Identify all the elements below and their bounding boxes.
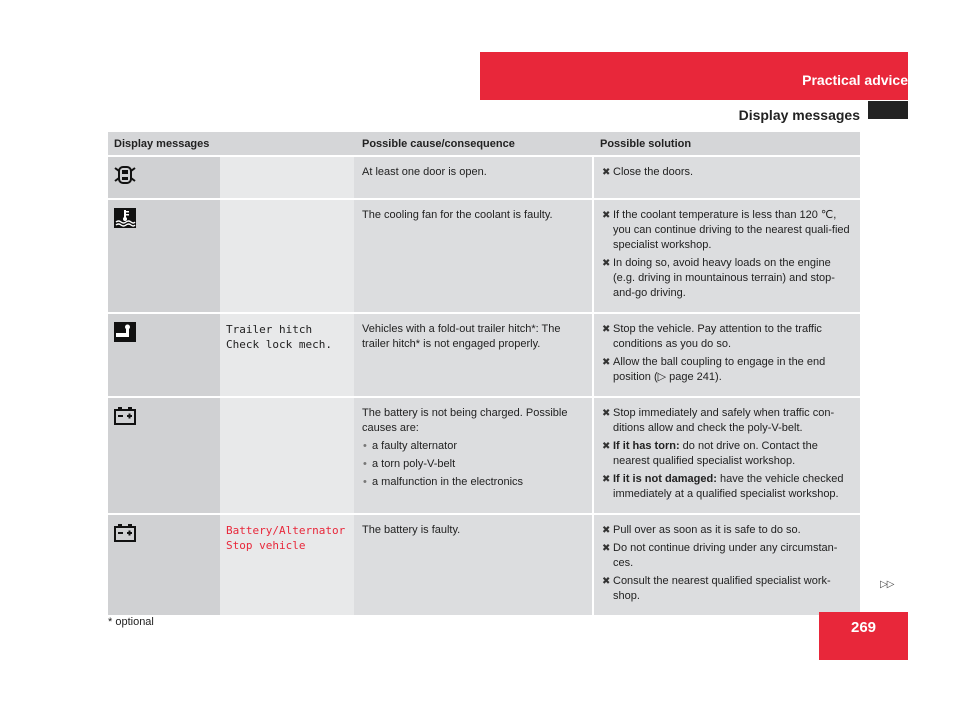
table-row <box>108 155 860 198</box>
solution-cell <box>592 513 860 615</box>
bullet-icon: • <box>363 476 367 488</box>
solution-text: do not drive on. Contact the nearest qualified specialist workshop. <box>613 440 818 467</box>
solution-text: Close the doors. <box>613 166 694 178</box>
solution-cell <box>592 312 860 396</box>
icon-cell <box>108 513 220 615</box>
solution-item <box>602 165 854 180</box>
cause-text: The cooling fan for the coolant is faulty. <box>362 209 553 221</box>
table-header-row <box>108 132 860 155</box>
solution-item <box>602 355 854 385</box>
display-message-text: Battery/Alternator Stop vehicle <box>226 524 346 552</box>
solution-cell <box>592 396 860 513</box>
cause-cell <box>354 198 592 312</box>
action-arrow-icon: ✖ <box>602 408 611 419</box>
continue-next-page-icon: ▷▷ <box>880 579 894 590</box>
solution-item <box>602 439 854 469</box>
solution-condition: If it is not damaged: <box>613 473 717 485</box>
display-text-cell <box>220 396 354 513</box>
trailer-hitch-icon <box>114 322 136 342</box>
solution-cell <box>592 198 860 312</box>
column-header-display-messages: Display messages <box>108 132 354 155</box>
door-open-icon <box>114 165 136 185</box>
solution-item <box>602 208 854 253</box>
solution-item <box>602 322 854 352</box>
cause-cell <box>354 312 592 396</box>
display-text-cell <box>220 513 354 615</box>
cause-cell <box>354 396 592 513</box>
cause-bullet-text: a torn poly-V-belt <box>372 458 456 470</box>
subsection-title: Display messages <box>738 107 860 123</box>
action-arrow-icon: ✖ <box>602 474 611 485</box>
cause-bullet <box>362 457 586 472</box>
solution-text: Stop the vehicle. Pay attention to the traffic conditions as you do so. <box>613 323 822 350</box>
solution-text: Allow the ball coupling to engage in the end position (▷ page 241). <box>613 356 826 383</box>
table-row <box>108 312 860 396</box>
solution-item <box>602 574 854 604</box>
column-header-solution: Possible solution <box>592 132 860 155</box>
battery-icon <box>114 406 136 426</box>
action-arrow-icon: ✖ <box>602 210 611 221</box>
battery-icon <box>114 523 136 543</box>
solution-item <box>602 256 854 301</box>
page-number: 269 <box>850 619 877 636</box>
action-arrow-icon: ✖ <box>602 441 611 452</box>
solution-item <box>602 541 854 571</box>
solution-text: In doing so, avoid heavy loads on the engine (e.g. driving in mountainous terrain) and stop-and-go driving. <box>613 257 835 299</box>
cause-text: Vehicles with a fold-out trailer hitch*: The trailer hitch* is not engaged properly. <box>362 323 561 350</box>
solution-cell <box>592 155 860 198</box>
section-tab-marker <box>868 101 908 119</box>
cause-text: The battery is faulty. <box>362 524 461 536</box>
solution-text: Stop immediately and safely when traffic con-ditions allow and check the poly-V-belt. <box>613 407 835 434</box>
action-arrow-icon: ✖ <box>602 258 611 269</box>
display-text-cell <box>220 198 354 312</box>
solution-text: Pull over as soon as it is safe to do so. <box>613 524 801 536</box>
action-arrow-icon: ✖ <box>602 167 611 178</box>
action-arrow-icon: ✖ <box>602 543 611 554</box>
solution-item <box>602 406 854 436</box>
action-arrow-icon: ✖ <box>602 525 611 536</box>
icon-cell <box>108 312 220 396</box>
bullet-icon: • <box>363 458 367 470</box>
cause-bullet-text: a malfunction in the electronics <box>372 476 524 488</box>
solution-item <box>602 472 854 502</box>
display-messages-table <box>108 132 860 615</box>
cause-bullet <box>362 439 586 454</box>
display-text-cell <box>220 155 354 198</box>
display-text-cell <box>220 312 354 396</box>
cause-text: At least one door is open. <box>362 166 487 178</box>
icon-cell <box>108 198 220 312</box>
icon-cell <box>108 155 220 198</box>
cause-cell <box>354 155 592 198</box>
cause-bullet-text: a faulty alternator <box>372 440 457 452</box>
solution-item <box>602 523 854 538</box>
display-message-text: Trailer hitch Check lock mech. <box>226 323 332 351</box>
table-row <box>108 396 860 513</box>
column-header-cause: Possible cause/consequence <box>354 132 592 155</box>
cause-text: The battery is not being charged. Possible causes are: <box>362 407 568 434</box>
coolant-temperature-icon <box>114 208 136 228</box>
action-arrow-icon: ✖ <box>602 324 611 335</box>
footnote: * optional <box>108 616 154 628</box>
cause-bullet <box>362 475 586 490</box>
cause-cell <box>354 513 592 615</box>
table-row <box>108 513 860 615</box>
section-title: Practical advice <box>802 72 908 88</box>
solution-text: have the vehicle checked immediately at a qualified specialist workshop. <box>613 473 844 500</box>
bullet-icon: • <box>363 440 367 452</box>
solution-text: If the coolant temperature is less than 120 ℃, you can continue driving to the nearest quali-fied specialist workshop. <box>613 209 850 251</box>
table-row <box>108 198 860 312</box>
solution-text: Do not continue driving under any circumstan-ces. <box>613 542 838 569</box>
action-arrow-icon: ✖ <box>602 576 611 587</box>
action-arrow-icon: ✖ <box>602 357 611 368</box>
icon-cell <box>108 396 220 513</box>
solution-text: Consult the nearest qualified specialist work-shop. <box>613 575 831 602</box>
solution-condition: If it has torn: <box>613 440 680 452</box>
